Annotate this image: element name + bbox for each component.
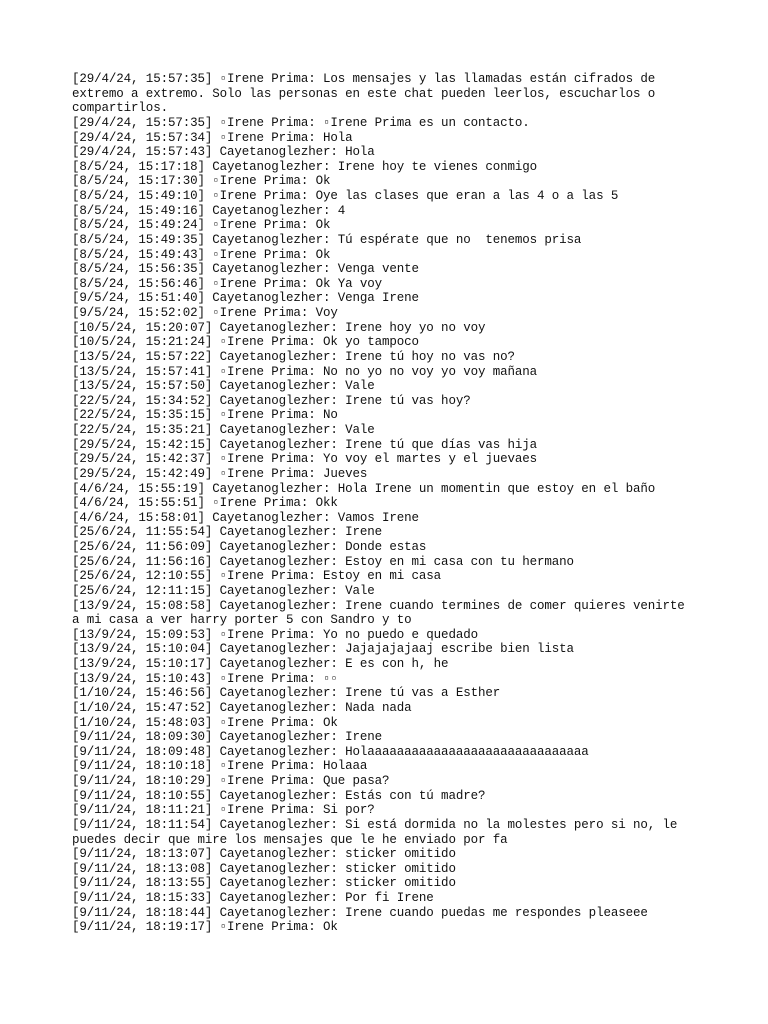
chat-line: [9/11/24, 18:11:54] Cayetanoglezher: Si está dormida no la molestes pero si no, le puedes decir que mire los mensajes que le he enviado por fa <box>72 817 685 847</box>
chat-line: [25/6/24, 12:10:55] ▫Irene Prima: Estoy en mi casa <box>72 569 442 584</box>
chat-line: [10/5/24, 15:21:24] ▫Irene Prima: Ok yo tampoco <box>72 335 419 350</box>
chat-line: [13/9/24, 15:08:58] Cayetanoglezher: Irene cuando termines de comer quieres venirte a mi casa a ver harry porter 5 con Sandro y to <box>72 598 693 628</box>
chat-line: [8/5/24, 15:17:30] ▫Irene Prima: Ok <box>72 174 331 189</box>
chat-line: [9/11/24, 18:13:55] Cayetanoglezher: sticker omitido <box>72 876 456 891</box>
chat-line: [9/5/24, 15:51:40] Cayetanoglezher: Venga Irene <box>72 291 419 306</box>
chat-line: [29/4/24, 15:57:34] ▫Irene Prima: Hola <box>72 130 353 145</box>
chat-line: [4/6/24, 15:55:51] ▫Irene Prima: Okk <box>72 496 338 511</box>
chat-line: [13/5/24, 15:57:50] Cayetanoglezher: Vale <box>72 379 375 394</box>
chat-line: [8/5/24, 15:49:24] ▫Irene Prima: Ok <box>72 218 331 233</box>
chat-line: [13/5/24, 15:57:22] Cayetanoglezher: Irene tú hoy no vas no? <box>72 349 515 364</box>
chat-line: [4/6/24, 15:55:19] Cayetanoglezher: Hola Irene un momentin que estoy en el baño <box>72 481 656 496</box>
chat-line: [1/10/24, 15:47:52] Cayetanoglezher: Nada nada <box>72 700 412 715</box>
chat-line: [29/4/24, 15:57:43] Cayetanoglezher: Hola <box>72 145 375 160</box>
chat-line: [9/11/24, 18:10:18] ▫Irene Prima: Holaaa <box>72 759 368 774</box>
chat-line: [9/11/24, 18:13:08] Cayetanoglezher: sticker omitido <box>72 861 456 876</box>
chat-line: [9/11/24, 18:15:33] Cayetanoglezher: Por fi Irene <box>72 891 434 905</box>
chat-line: [9/5/24, 15:52:02] ▫Irene Prima: Voy <box>72 306 338 320</box>
chat-line: [8/5/24, 15:56:35] Cayetanoglezher: Venga vente <box>72 262 419 277</box>
chat-line: [13/9/24, 15:09:53] ▫Irene Prima: Yo no puedo e quedado <box>72 627 478 642</box>
chat-line: [8/5/24, 15:49:16] Cayetanoglezher: 4 <box>72 203 346 218</box>
chat-line: [25/6/24, 11:56:09] Cayetanoglezher: Donde estas <box>72 540 427 554</box>
chat-line: [22/5/24, 15:35:15] ▫Irene Prima: No <box>72 408 338 423</box>
chat-line: [25/6/24, 12:11:15] Cayetanoglezher: Vale <box>72 583 375 598</box>
chat-line: [8/5/24, 15:17:18] Cayetanoglezher: Irene hoy te vienes conmigo <box>72 159 538 174</box>
chat-line: [29/5/24, 15:42:15] Cayetanoglezher: Irene tú que días vas hija <box>72 437 538 452</box>
chat-line: [8/5/24, 15:56:46] ▫Irene Prima: Ok Ya voy <box>72 276 383 291</box>
chat-line: [9/11/24, 18:09:30] Cayetanoglezher: Irene <box>72 730 383 745</box>
chat-line: [29/4/24, 15:57:35] ▫Irene Prima: ▫Irene Prima es un contacto. <box>72 115 530 130</box>
chat-line: [10/5/24, 15:20:07] Cayetanoglezher: Irene hoy yo no voy <box>72 320 486 335</box>
chat-line: [1/10/24, 15:48:03] ▫Irene Prima: Ok <box>72 715 338 730</box>
chat-transcript <box>72 72 696 935</box>
chat-line: [13/5/24, 15:57:41] ▫Irene Prima: No no yo no voy yo voy mañana <box>72 364 538 379</box>
chat-line: [9/11/24, 18:18:44] Cayetanoglezher: Irene cuando puedas me respondes pleaseee <box>72 905 648 920</box>
chat-line: [8/5/24, 15:49:10] ▫Irene Prima: Oye las clases que eran a las 4 o a las 5 <box>72 189 619 203</box>
chat-line: [22/5/24, 15:34:52] Cayetanoglezher: Irene tú vas hoy? <box>72 393 471 408</box>
chat-line: [4/6/24, 15:58:01] Cayetanoglezher: Vamos Irene <box>72 510 419 525</box>
chat-line: [22/5/24, 15:35:21] Cayetanoglezher: Vale <box>72 423 375 437</box>
chat-line: [25/6/24, 11:56:16] Cayetanoglezher: Estoy en mi casa con tu hermano <box>72 554 574 569</box>
chat-line: [25/6/24, 11:55:54] Cayetanoglezher: Irene <box>72 525 383 540</box>
chat-line: [9/11/24, 18:10:29] ▫Irene Prima: Que pasa? <box>72 774 390 788</box>
chat-line: [9/11/24, 18:13:07] Cayetanoglezher: sticker omitido <box>72 847 456 862</box>
chat-line: [8/5/24, 15:49:43] ▫Irene Prima: Ok <box>72 247 331 262</box>
chat-line: [9/11/24, 18:19:17] ▫Irene Prima: Ok <box>72 920 338 935</box>
chat-line: [9/11/24, 18:10:55] Cayetanoglezher: Estás con tú madre? <box>72 788 486 803</box>
chat-line: [13/9/24, 15:10:04] Cayetanoglezher: Jajajajajaaj escribe bien lista <box>72 642 574 657</box>
chat-line: [29/5/24, 15:42:49] ▫Irene Prima: Jueves <box>72 466 368 481</box>
chat-line: [8/5/24, 15:49:35] Cayetanoglezher: Tú espérate que no tenemos prisa <box>72 232 582 247</box>
chat-line: [29/4/24, 15:57:35] ▫Irene Prima: Los mensajes y las llamadas están cifrados de extremo a extremo. Solo las personas en este chat pueden leerlos, escucharlos o compartirlos. <box>72 72 663 116</box>
chat-line: [1/10/24, 15:46:56] Cayetanoglezher: Irene tú vas a Esther <box>72 686 501 701</box>
chat-line: [9/11/24, 18:11:21] ▫Irene Prima: Si por? <box>72 803 375 818</box>
chat-line: [29/5/24, 15:42:37] ▫Irene Prima: Yo voy el martes y el juevaes <box>72 452 538 467</box>
chat-line: [13/9/24, 15:10:17] Cayetanoglezher: E es con h, he <box>72 657 449 671</box>
chat-line: [13/9/24, 15:10:43] ▫Irene Prima: ▫▫ <box>72 671 338 686</box>
chat-line: [9/11/24, 18:09:48] Cayetanoglezher: Holaaaaaaaaaaaaaaaaaaaaaaaaaaaaaa <box>72 744 589 759</box>
